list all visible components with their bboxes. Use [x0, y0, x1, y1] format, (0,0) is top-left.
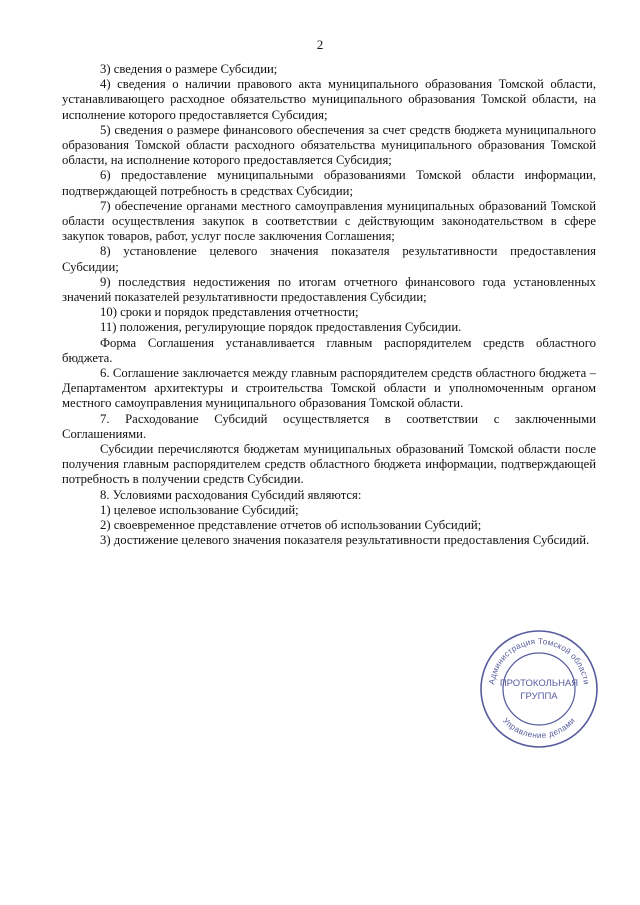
paragraph: 1) целевое использование Субсидий; — [100, 502, 299, 517]
paragraph: Субсидии перечисляются бюджетам муниципальных образований Томской области после получения главным распорядителем средств областного бюджета информации, подтверждающей потребность в получении средств Субсидии. — [62, 442, 596, 487]
document-body — [62, 62, 596, 549]
paragraph: 5) сведения о размере финансового обеспечения за счет средств бюджета муниципального образования Томской области расходного обязательства муниципального образования Томской области, на исполнение которого предоставляется Субсидия; — [62, 122, 596, 168]
page-number: 2 — [316, 37, 324, 52]
official-stamp — [478, 628, 600, 750]
paragraph: 6. Соглашение заключается между главным распорядителем средств областного бюджета – Департаментом архитектуры и строительства Томской области и уполномоченным органом местного самоуправления муниципального образования Томской области. — [62, 366, 596, 411]
paragraph: 3) сведения о размере Субсидии; — [100, 62, 278, 76]
paragraph: 7) обеспечение органами местного самоуправления муниципальных образований Томской области осуществления закупок в соответствии с действующим законодательством в сфере закупок товаров, работ, услуг после заключения Соглашения; — [62, 198, 596, 244]
stamp-outer-bottom-path: Управление делами — [500, 715, 578, 741]
stamp-outer-top-path: Администрация Томской области — [487, 636, 591, 686]
paragraph: 8) установление целевого значения показателя результативности предоставления Субсидии; — [62, 244, 596, 274]
stamp-inner-ring — [503, 653, 575, 725]
paragraph: 10) сроки и порядок представления отчетности; — [100, 305, 359, 320]
paragraph: 4) сведения о наличии правового акта муниципального образования Томской области, устанавливающего расходное обязательство муниципального образования Томской области, на исполнение которого предоставляется Субсидия; — [62, 77, 596, 122]
paragraph: 8. Условиями расходования Субсидий являются: — [100, 487, 362, 502]
paragraph: 2) своевременное представление отчетов об использовании Субсидий; — [100, 518, 482, 533]
stamp-outer-ring — [481, 631, 597, 747]
paragraph: 9) последствия недостижения по итогам отчетного финансового года установленных значений показателей результативности предоставления Субсидии; — [62, 274, 596, 305]
paragraph: 3) достижение целевого значения показателя результативности предоставления Субсидий. — [100, 533, 590, 548]
stamp-outer-bottom-text — [501, 716, 577, 740]
stamp-center-line1: ПРОТОКОЛЬНАЯ — [499, 678, 579, 689]
stamp-center-line2: ГРУППА — [520, 691, 558, 702]
paragraph: 6) предоставление муниципальными образованиями Томской области информации, подтверждающей потребность в средствах Субсидии; — [62, 168, 596, 198]
paragraph: 11) положения, регулирующие порядок предоставления Субсидии. — [100, 320, 462, 335]
paragraph: Форма Соглашения устанавливается главным распорядителем средств областного бюджета. — [62, 335, 596, 365]
paragraph: 7. Расходование Субсидий осуществляется в соответствии с заключенными Соглашениями. — [62, 411, 596, 441]
